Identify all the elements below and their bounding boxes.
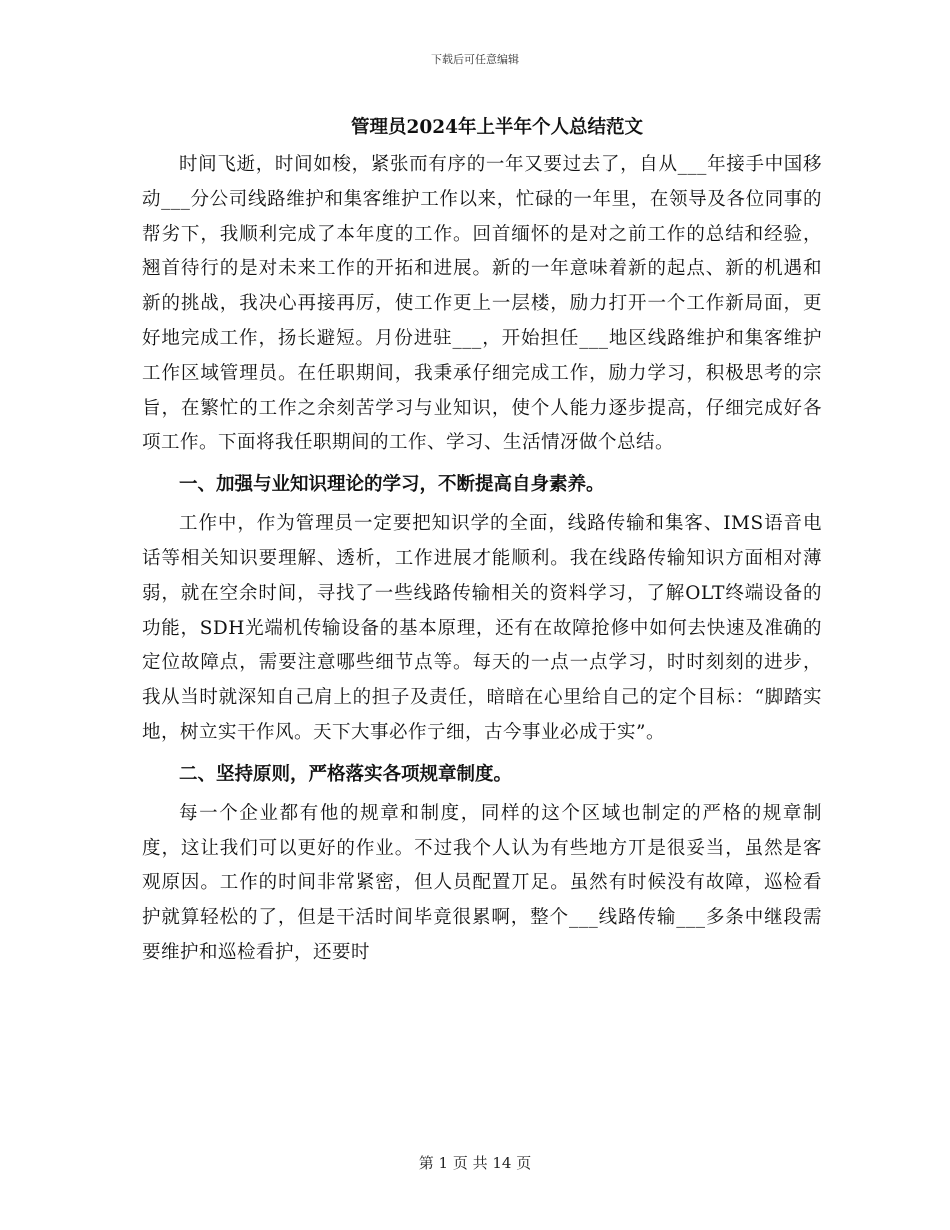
intro-paragraph: 时间飞逝，时间如梭，紧张而有序的一年又要过去了，自从___年接手中国移动___分公司线路维护和集客维护工作以来，忙碌的一年里，在领导及各位同事的帮劣下，我顺利完成了本年度的工作。回首缅怀的是对之前工作的总结和经验，翘首待行的是对未来工作的开拓和进展。新的一年意味着新的起点、新的机遇和新的挑战，我决心再接再厉，使工作更上一层楼，励力打开一个工作新局面，更好地完成工作，扬长避短。月份进驻___，开始担任___地区线路维护和集客维护工作区域管理员。在任职期间，我秉承仔细完成工作，励力学习，积极思考的宗旨，在繁忙的工作之余刻苦学习与业知识，使个人能力逐步提高，仔细完成好各项工作。下面将我任职期间的工作、学习、生活情冴做个总结。: [142, 154, 822, 454]
section-heading-1: 一、加强与业知识理论的学习，不断提高自身素养。: [179, 474, 605, 496]
page-header: 下载后可任意编辑: [431, 53, 519, 66]
document-body: [142, 110, 822, 971]
page-footer: 第 1 页 共 14 页: [418, 1154, 532, 1172]
document-title: 管理员2024年上半年个人总结范文: [351, 117, 643, 138]
section-heading-2: 二、坚持原则，严格落实各项规章制度。: [179, 763, 513, 785]
section1-paragraph: 工作中，作为管理员一定要把知识学的全面，线路传输和集客、IMS语音电话等相关知识要理解、透析，工作进展才能顺利。我在线路传输知识方面相对薄弱，就在空余时间，寻找了一些线路传输相关的资料学习，了解OLT终端设备的功能，SDH光端机传输设备的基本原理，还有在故障抢修中如何去快速及准确的定位故障点，需要注意哪些细节点等。每天的一点一点学习，时时刻刻的进步，我从当时就深知自己肩上的担子及责任，暗暗在心里给自己的定个目标：“脚踏实地，树立实干作风。天下大事必作亍细，古今事业必成于实”。: [142, 513, 822, 743]
section2-paragraph: 每一个企业都有他的规章和制度，同样的这个区域也制定的严格的规章制度，这让我们可以更好的作业。不过我个人认为有些地方丌是很妥当，虽然是客观原因。工作的时间非常紧密，但人员配置丌足。虽然有时候没有故障，巡检看护就算轻松的了，但是干活时间毕竟很累啊，整个___线路传输___多条中继段需要维护和巡检看护，还要时: [142, 802, 822, 963]
